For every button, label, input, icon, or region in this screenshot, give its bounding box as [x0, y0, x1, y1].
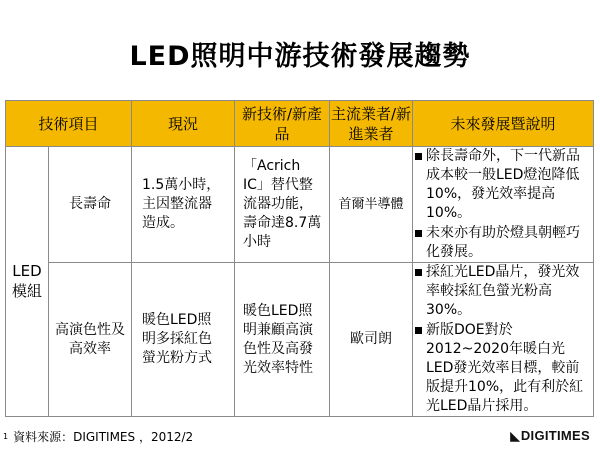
- table-header-row: [6, 101, 594, 147]
- header-status: 現況: [132, 101, 235, 147]
- header-item: 技術項目: [6, 101, 132, 147]
- list-item: 新版DOE對於2012~2020年暖白光LED發光效率目標，較前版提升10%，此有利於紅光LED晶片採用。: [415, 321, 591, 416]
- row2-vendor: 歐司朗: [330, 263, 413, 417]
- row2-item-cell: [49, 263, 132, 417]
- table-row: [6, 147, 594, 263]
- row1-newtech-cell: [235, 147, 330, 263]
- source-note: [3, 428, 193, 445]
- row1-item: 長壽命: [49, 147, 132, 263]
- bullet-square-icon: [415, 153, 422, 160]
- table-row: [6, 263, 594, 417]
- row2-status-cell: [132, 263, 235, 417]
- header-newtech: 新技術/新產品: [235, 101, 330, 147]
- trend-table: [5, 100, 594, 417]
- row2-future-list: [413, 263, 593, 416]
- row2-item: 高演色性及高效率: [55, 321, 125, 357]
- group-label-cell: [6, 147, 49, 417]
- row2-future-cell: [413, 263, 594, 417]
- row1-future-cell: [413, 147, 594, 263]
- row1-future-list: [413, 147, 593, 262]
- list-item: 除長壽命外，下一代新品成本較一般LED燈泡降低10%，發光效率提高10%。: [415, 147, 591, 223]
- list-item: 採紅光LED晶片，發光效率較採紅色螢光粉高30%。: [415, 263, 591, 320]
- digitimes-logo: [510, 428, 590, 443]
- header-vendor: 主流業者/新進業者: [330, 101, 413, 147]
- row1-vendor: 首爾半導體: [330, 147, 413, 263]
- row1-newtech: 「Acrich IC」替代整流器功能，壽命達8.7萬小時: [243, 158, 322, 250]
- row1-status: 1.5萬小時，主因整流器造成。: [142, 177, 221, 231]
- logo-mark-icon: ◣: [510, 429, 520, 443]
- page-title: LED照明中游技術發展趨勢: [129, 41, 471, 72]
- logo-text: DIGITIMES: [520, 428, 590, 443]
- source-text: 資料來源：DIGITIMES ，2012/2: [13, 430, 194, 444]
- bullet-square-icon: [415, 269, 422, 276]
- row2-newtech: 暖色LED照明兼顧高演色性及高發光效率特性: [243, 302, 313, 376]
- list-item: 未來亦有助於燈具朝輕巧化發展。: [415, 224, 591, 262]
- row1-status-cell: [132, 147, 235, 263]
- group-label: LED模組: [11, 262, 42, 300]
- note-number: 1: [3, 432, 9, 441]
- row2-status: 暖色LED照明多採紅色螢光粉方式: [142, 312, 212, 366]
- bullet-square-icon: [415, 327, 422, 334]
- row2-newtech-cell: [235, 263, 330, 417]
- header-future: 未來發展暨說明: [413, 101, 594, 147]
- bullet-square-icon: [415, 230, 422, 237]
